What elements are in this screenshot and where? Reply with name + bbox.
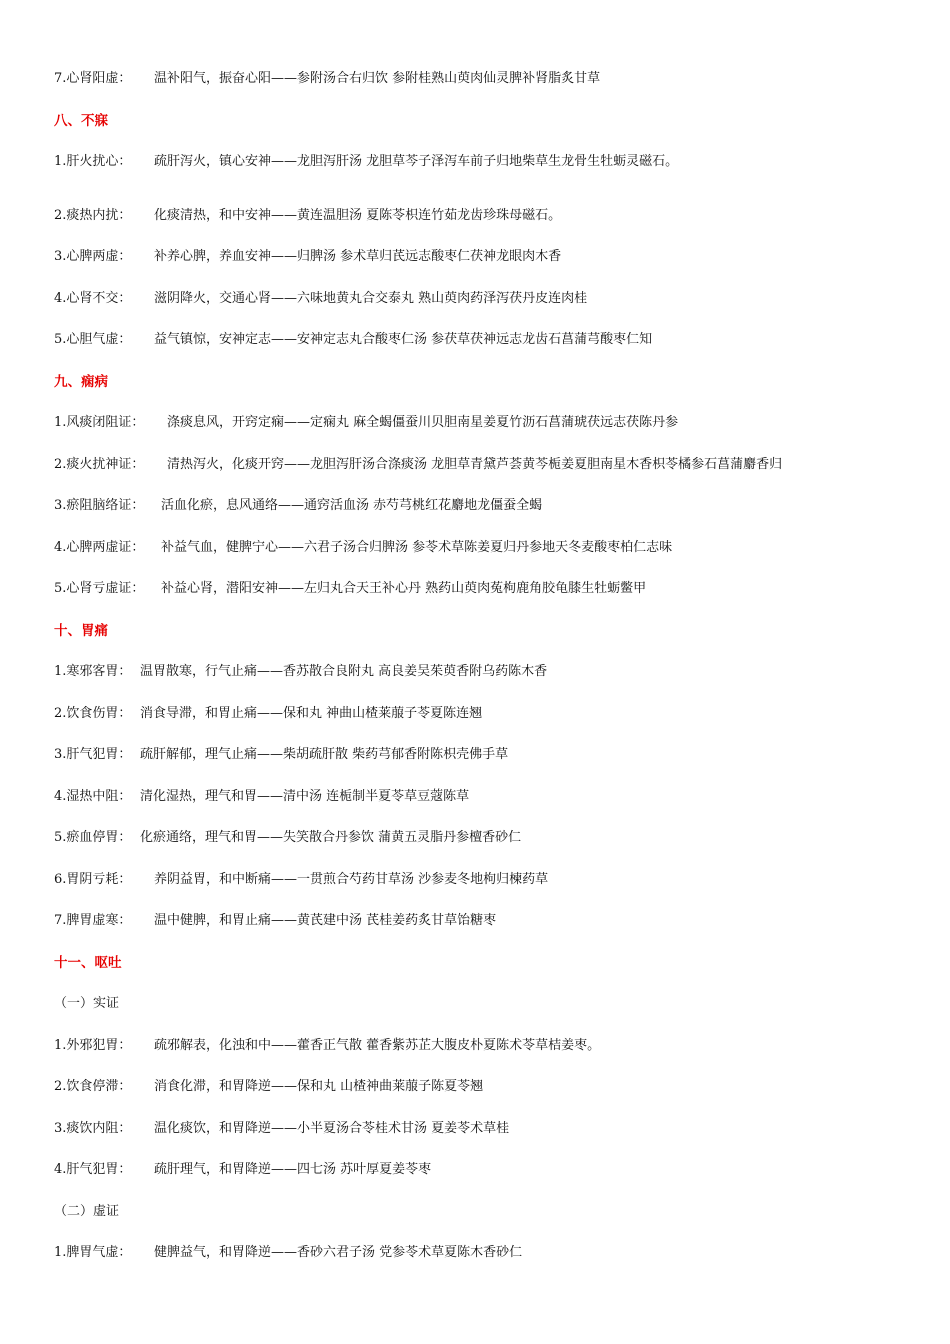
- treatment-text: 温胃散寒，行气止痛——香苏散合良附丸 高良姜吴茱萸香附乌药陈木香: [140, 664, 548, 679]
- syndrome-line: [54, 1037, 600, 1055]
- syndrome-line: [54, 1161, 431, 1179]
- syndrome-line: [54, 829, 521, 847]
- treatment-text: 活血化瘀，息风通络——通窍活血汤 赤芍芎桃红花麝地龙僵蚕全蝎: [161, 498, 543, 513]
- subsection-heading: （二）虚证: [54, 1204, 120, 1219]
- treatment-text: 疏邪解表，化浊和中——藿香正气散 藿香紫苏芷大腹皮朴夏陈术苓草桔姜枣。: [154, 1038, 601, 1053]
- treatment-text: 清热泻火，化痰开窍——龙胆泻肝汤合涤痰汤 龙胆草青黛芦荟黄芩栀姜夏胆南星木香枳苓橘参石菖蒲麝香归: [167, 457, 783, 472]
- syndrome-line: [54, 871, 548, 889]
- syndrome-line: [54, 207, 561, 225]
- treatment-text: 疏肝解郁，理气止痛——柴胡疏肝散 柴药芎郁香附陈枳壳佛手草: [140, 747, 509, 762]
- section-heading: 十、胃痛: [54, 623, 108, 639]
- syndrome-line: [54, 1120, 509, 1138]
- syndrome-line: [54, 1244, 522, 1262]
- syndrome-line: [54, 497, 542, 515]
- treatment-text: 涤痰息风，开窍定痫——定痫丸 麻全蝎僵蚕川贝胆南星姜夏竹沥石菖蒲琥茯远志茯陈丹参: [167, 415, 679, 430]
- syndrome-label: 5.心胆气虚：: [54, 332, 132, 347]
- treatment-text: 补养心脾，养血安神——归脾汤 参术草归芪远志酸枣仁茯神龙眼肉木香: [154, 249, 562, 264]
- syndrome-label: 4.肝气犯胃：: [54, 1162, 132, 1177]
- syndrome-label: 3.肝气犯胃：: [54, 747, 132, 762]
- syndrome-label: 2.痰热内扰：: [54, 208, 132, 223]
- syndrome-line: [54, 153, 678, 171]
- treatment-text: 益气镇惊，安神定志——安神定志丸合酸枣仁汤 参茯草茯神远志龙齿石菖蒲芎酸枣仁知: [154, 332, 653, 347]
- syndrome-line: [54, 912, 496, 930]
- treatment-text: 化痰清热，和中安神——黄连温胆汤 夏陈苓枳连竹茹龙齿珍珠母磁石。: [154, 208, 562, 223]
- syndrome-label: 1.风痰闭阻证：: [54, 415, 145, 430]
- syndrome-label: 1.外邪犯胃：: [54, 1038, 132, 1053]
- treatment-text: 健脾益气，和胃降逆——香砂六君子汤 党参苓术草夏陈木香砂仁: [154, 1245, 523, 1260]
- syndrome-line: [54, 539, 672, 557]
- treatment-text: 清化湿热，理气和胃——清中汤 连栀制半夏苓草豆蔻陈草: [140, 789, 470, 804]
- syndrome-line: [54, 746, 508, 764]
- syndrome-label: 3.瘀阻脑络证：: [54, 498, 145, 513]
- treatment-text: 补益气血，健脾宁心——六君子汤合归脾汤 参苓术草陈姜夏归丹参地天冬麦酸枣柏仁志味: [161, 540, 673, 555]
- syndrome-line: [54, 580, 646, 598]
- section-heading: 十一、呕吐: [54, 955, 122, 971]
- syndrome-label: 4.心肾不交：: [54, 291, 132, 306]
- treatment-text: 滋阴降火，交通心肾——六味地黄丸合交泰丸 熟山萸肉药泽泻茯丹皮连肉桂: [154, 291, 588, 306]
- syndrome-label: 3.心脾两虚：: [54, 249, 132, 264]
- syndrome-line: [54, 290, 587, 308]
- syndrome-label: 2.饮食停滞：: [54, 1079, 132, 1094]
- syndrome-label: 4.湿热中阻：: [54, 789, 132, 804]
- syndrome-label: 2.痰火扰神证：: [54, 457, 145, 472]
- treatment-text: 疏肝泻火，镇心安神——龙胆泻肝汤 龙胆草芩子泽泻车前子归地柴草生龙骨生牡蛎灵磁石。: [154, 154, 679, 169]
- syndrome-label: 1.寒邪客胃：: [54, 664, 132, 679]
- syndrome-line: [54, 663, 547, 681]
- treatment-text: 温中健脾，和胃止痛——黄芪建中汤 芪桂姜药炙甘草饴糖枣: [154, 913, 497, 928]
- treatment-text: 消食化滞，和胃降逆——保和丸 山楂神曲莱菔子陈夏苓翘: [154, 1079, 484, 1094]
- syndrome-line: [54, 788, 469, 806]
- syndrome-label: 5.心肾亏虚证：: [54, 581, 145, 596]
- syndrome-line: [54, 1078, 483, 1096]
- syndrome-line: [54, 70, 600, 88]
- syndrome-label: 5.瘀血停胃：: [54, 830, 132, 845]
- syndrome-label: 1.肝火扰心：: [54, 154, 132, 169]
- syndrome-line: [54, 414, 678, 432]
- syndrome-line: [54, 248, 561, 266]
- syndrome-label: 4.心脾两虚证：: [54, 540, 145, 555]
- treatment-text: 温化痰饮，和胃降逆——小半夏汤合苓桂术甘汤 夏姜苓术草桂: [154, 1121, 510, 1136]
- subsection-heading: （一）实证: [54, 996, 120, 1011]
- syndrome-label: 2.饮食伤胃：: [54, 706, 132, 721]
- treatment-text: 养阴益胃，和中断痛——一贯煎合芍药甘草汤 沙参麦冬地枸归楝药草: [154, 872, 549, 887]
- syndrome-line: [54, 705, 482, 723]
- treatment-text: 疏肝理气，和胃降逆——四七汤 苏叶厚夏姜苓枣: [154, 1162, 432, 1177]
- syndrome-label: 1.脾胃气虚：: [54, 1245, 132, 1260]
- treatment-text: 补益心肾，潜阳安神——左归丸合天王补心丹 熟药山萸肉菟枸鹿角胶龟膝生牡蛎鳖甲: [161, 581, 647, 596]
- syndrome-label: 7.心肾阳虚：: [54, 71, 132, 86]
- syndrome-label: 7.脾胃虚寒：: [54, 913, 132, 928]
- syndrome-line: [54, 456, 782, 474]
- treatment-text: 消食导滞，和胃止痛——保和丸 神曲山楂莱菔子苓夏陈连翘: [140, 706, 483, 721]
- syndrome-label: 3.痰饮内阻：: [54, 1121, 132, 1136]
- syndrome-line: [54, 331, 652, 349]
- treatment-text: 温补阳气，振奋心阳——参附汤合右归饮 参附桂熟山萸肉仙灵脾补肾脂炙甘草: [154, 71, 601, 86]
- treatment-text: 化瘀通络，理气和胃——失笑散合丹参饮 蒲黄五灵脂丹参檀香砂仁: [140, 830, 522, 845]
- syndrome-label: 6.胃阴亏耗：: [54, 872, 132, 887]
- section-heading: 八、不寐: [54, 113, 108, 129]
- section-heading: 九、痫病: [54, 374, 108, 390]
